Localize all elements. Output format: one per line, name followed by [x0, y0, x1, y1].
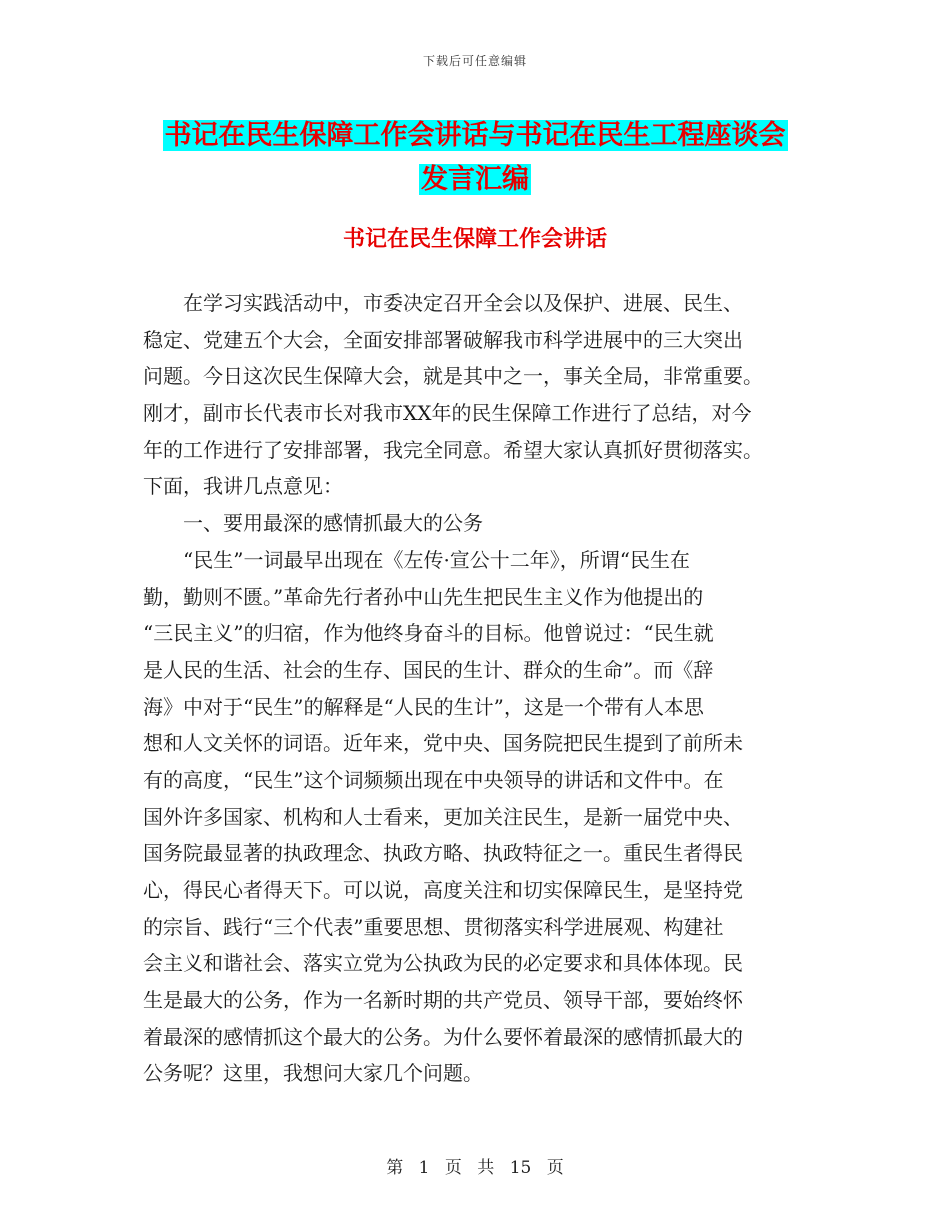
body-line: 海》中对于“民生”的解释是“人民的生计”，这是一个带有人本思	[143, 694, 704, 719]
body-text	[143, 285, 813, 1092]
body-line: 有的高度，“民生”这个词频频出现在中央领导的讲话和文件中。在	[143, 767, 724, 792]
body-line: 在学习实践活动中，市委决定召开全会以及保护、进展、民生、	[183, 291, 743, 315]
body-line: 勤，勤则不匮。”革命先行者孙中山先生把民生主义作为他提出的	[143, 584, 704, 609]
body-line: “三民主义”的归宿，作为他终身奋斗的目标。他曾说过：“民生就	[143, 621, 714, 646]
body-line: 国外许多国家、机构和人士看来，更加关注民生，是新一届党中央、	[143, 804, 743, 829]
total-pages-number: 15	[509, 1158, 532, 1178]
body-heading: 一、要用最深的感情抓最大的公务	[183, 511, 483, 536]
body-line: 稳定、党建五个大会，全面安排部署破解我市科学进展中的三大突出	[143, 327, 743, 352]
body-line: 刚才，副市长代表市长对我市XX年的民生保障工作进行了总结，对今	[143, 401, 752, 426]
body-line: 心，得民心者得天下。可以说，高度关注和切实保障民生，是坚持党	[143, 878, 743, 902]
header-note: 下载后可任意编辑	[422, 54, 527, 68]
body-line: 想和人文关怀的词语。近年来，党中央、国务院把民生提到了前所未	[143, 731, 743, 756]
body-line: 国务院最显著的执政理念、执政方略、执政特征之一。重民生者得民	[143, 841, 743, 866]
main-title-line-1: 书记在民生保障工作会讲话与书记在民生工程座谈会	[164, 120, 786, 151]
body-line: 年的工作进行了安排部署，我完全同意。希望大家认真抓好贯彻落实。	[143, 437, 763, 462]
section-title: 书记在民生保障工作会讲话	[342, 227, 607, 252]
body-line: 下面，我讲几点意见：	[143, 474, 343, 499]
body-line: 会主义和谐社会、落实立党为公执政为民的必定要求和具体体现。民	[143, 951, 743, 976]
body-line: 问题。今日这次民生保障大会，就是其中之一，事关全局，非常重要。	[143, 364, 763, 389]
footer-label-ye-2: 页	[546, 1158, 564, 1178]
footer-label-gong: 共	[477, 1158, 495, 1178]
main-title-line-2: 发言汇编	[421, 164, 529, 195]
current-page-number: 1	[418, 1158, 430, 1178]
body-line: 公务呢？这里，我想问大家几个问题。	[143, 1061, 483, 1086]
body-line: 生是最大的公务，作为一名新时期的共产党员、领导干部，要始终怀	[143, 988, 743, 1013]
body-line: 的宗旨、践行“三个代表”重要思想、贯彻落实科学进展观、构建社	[143, 914, 724, 939]
footer-label-di: 第	[386, 1158, 404, 1178]
footer-label-ye: 页	[444, 1158, 462, 1178]
body-line: “民生”一词最早出现在《左传·宣公十二年》，所谓“民生在	[183, 547, 691, 572]
body-line: 是人民的生活、社会的生存、国民的生计、群众的生命”。而《辞	[143, 657, 714, 682]
body-line: 着最深的感情抓这个最大的公务。为什么要怀着最深的感情抓最大的	[143, 1024, 743, 1049]
page-footer	[0, 1153, 950, 1178]
